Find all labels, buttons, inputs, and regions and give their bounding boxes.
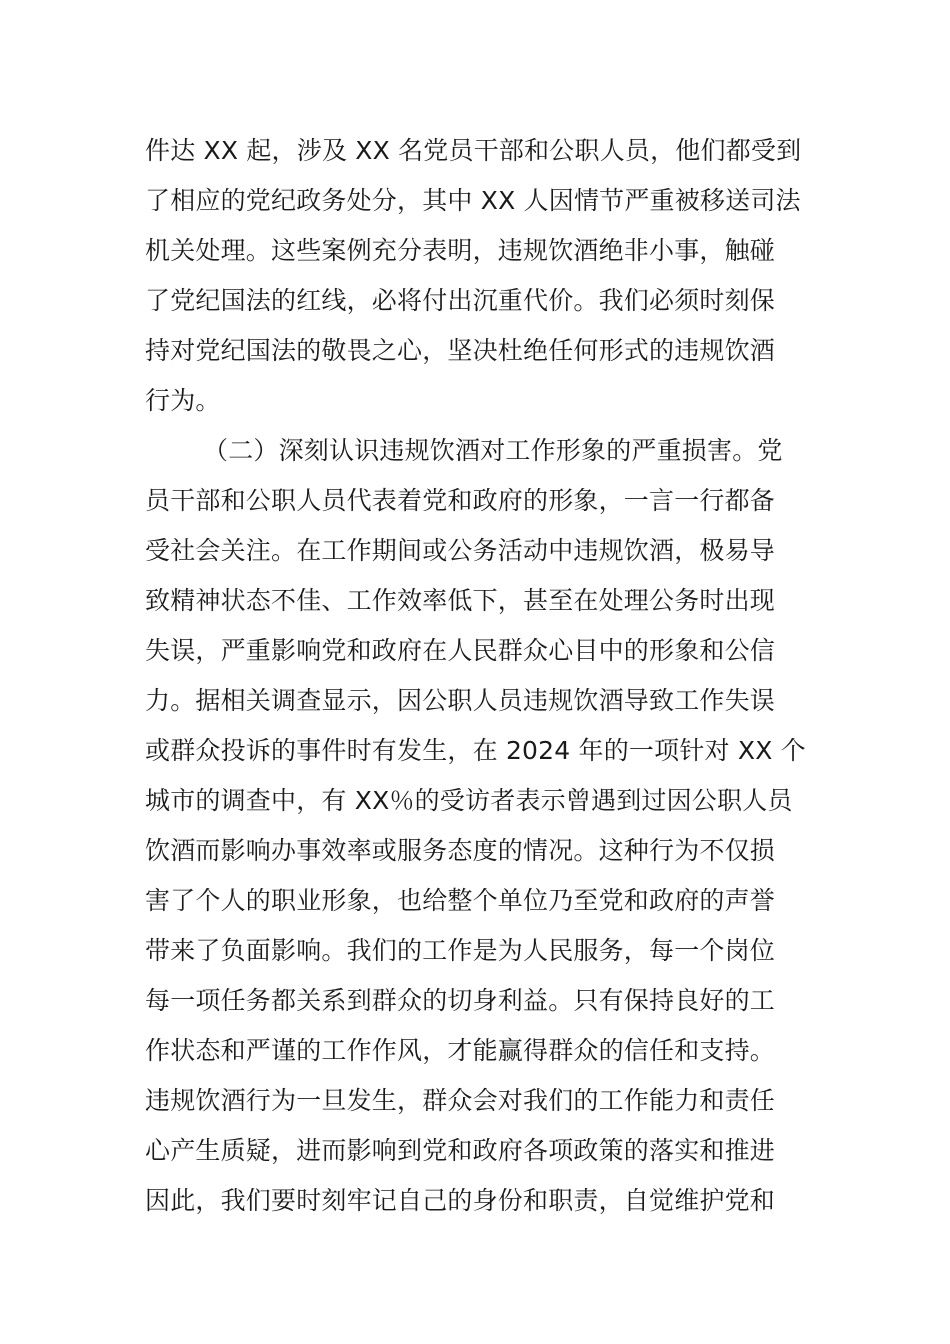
text-line: 了相应的党纪政务处分，其中 XX 人因情节严重被移送司法 bbox=[145, 186, 801, 215]
text-line: 违规饮酒行为一旦发生，群众会对我们的工作能力和责任 bbox=[145, 1086, 776, 1115]
text-line: 了党纪国法的红线，必将付出沉重代价。我们必须时刻保 bbox=[145, 286, 776, 315]
text-line: 带来了负面影响。我们的工作是为人民服务，每一个岗位 bbox=[145, 936, 776, 965]
text-line: 失误，严重影响党和政府在人民群众心目中的形象和公信 bbox=[145, 636, 776, 665]
text-line: 行为。 bbox=[145, 386, 221, 415]
text-line: 或群众投诉的事件时有发生，在 2024 年的一项针对 XX 个 bbox=[145, 736, 806, 765]
text-line: 城市的调查中，有 XX％的受访者表示曾遇到过因公职人员 bbox=[145, 786, 793, 815]
text-line: 害了个人的职业形象，也给整个单位乃至党和政府的声誉 bbox=[145, 886, 776, 915]
text-line: 作状态和严谨的工作作风，才能赢得群众的信任和支持。 bbox=[145, 1036, 776, 1065]
text-line: 员干部和公职人员代表着党和政府的形象，一言一行都备 bbox=[145, 486, 776, 515]
text-line: 致精神状态不佳、工作效率低下，甚至在处理公务时出现 bbox=[145, 586, 776, 615]
text-line: 心产生质疑，进而影响到党和政府各项政策的落实和推进 bbox=[145, 1136, 776, 1165]
text-line: 饮酒而影响办事效率或服务态度的情况。这种行为不仅损 bbox=[145, 836, 776, 865]
body-text bbox=[145, 126, 810, 1226]
section-heading-line: （二）深刻认识违规饮酒对工作形象的严重损害。党 bbox=[203, 436, 783, 465]
text-line: 受社会关注。在工作期间或公务活动中违规饮酒，极易导 bbox=[145, 536, 776, 565]
text-line: 持对党纪国法的敬畏之心，坚决杜绝任何形式的违规饮酒 bbox=[145, 336, 776, 365]
text-line: 力。据相关调查显示，因公职人员违规饮酒导致工作失误 bbox=[145, 686, 776, 715]
text-line: 每一项任务都关系到群众的切身利益。只有保持良好的工 bbox=[145, 986, 776, 1015]
text-line: 机关处理。这些案例充分表明，违规饮酒绝非小事，触碰 bbox=[145, 236, 776, 265]
text-line: 因此，我们要时刻牢记自己的身份和职责，自觉维护党和 bbox=[145, 1186, 776, 1215]
text-line: 件达 XX 起，涉及 XX 名党员干部和公职人员，他们都受到 bbox=[145, 136, 802, 165]
